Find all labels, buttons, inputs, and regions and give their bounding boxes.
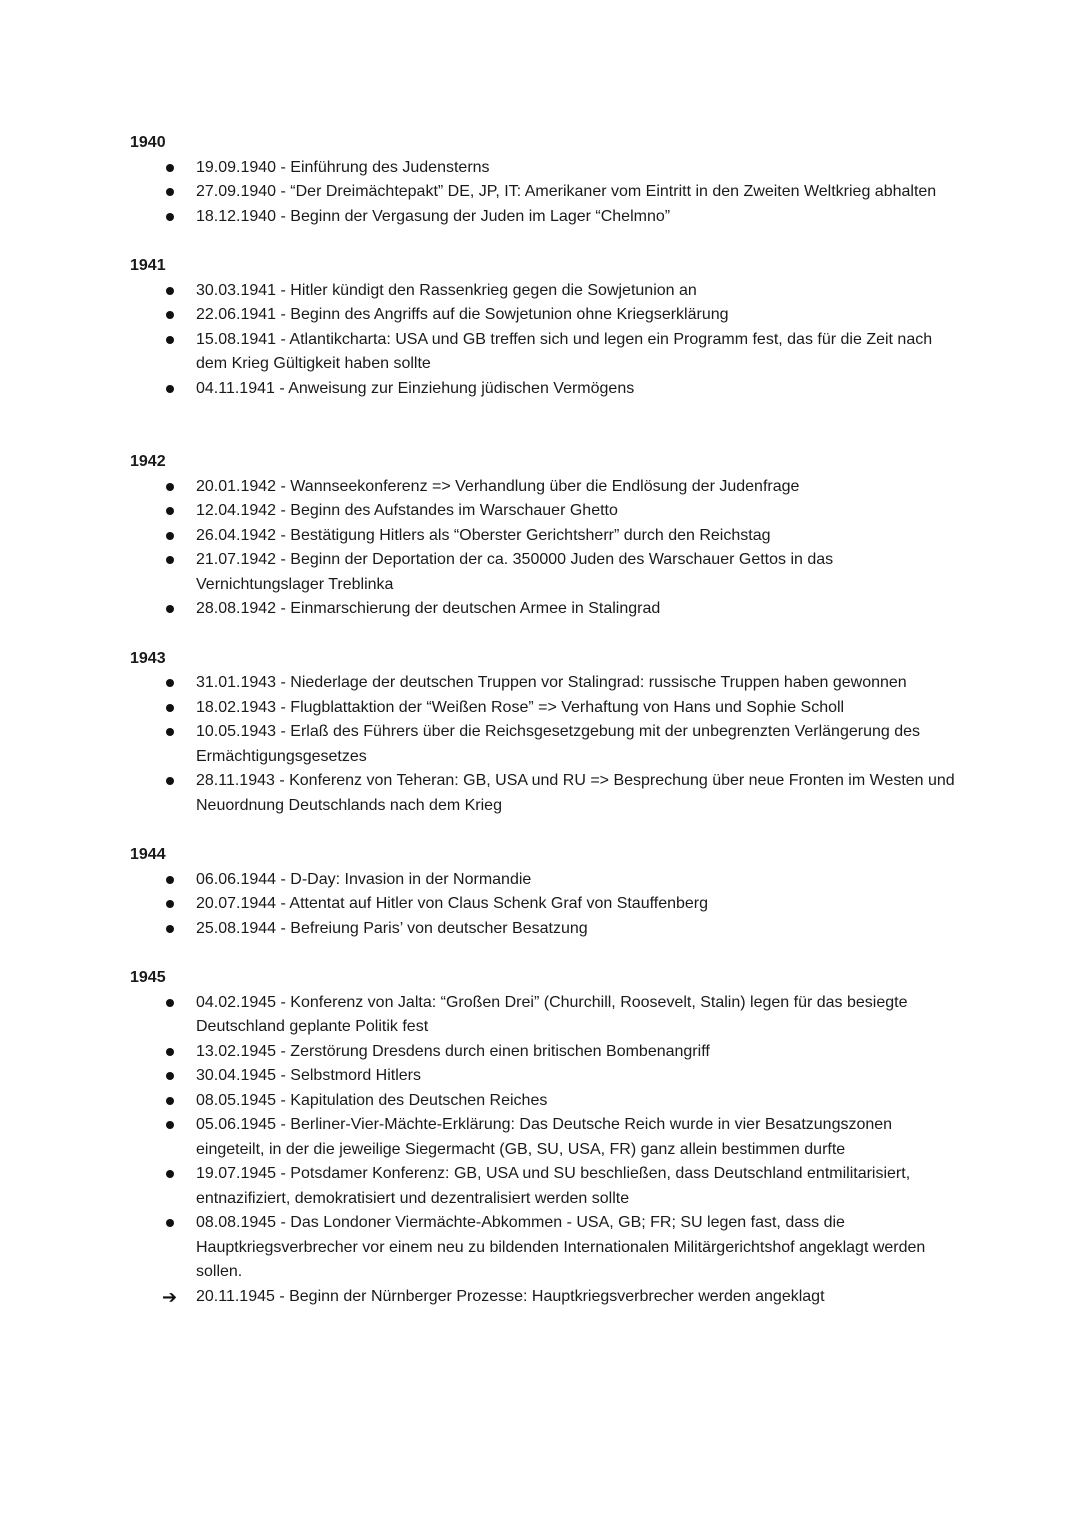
year-section-1943 <box>130 647 960 819</box>
bullet-icon <box>166 999 174 1007</box>
bullet-icon <box>166 1121 174 1129</box>
list-item <box>130 499 956 524</box>
list-item <box>130 1040 956 1065</box>
list-item <box>130 303 956 328</box>
bullet-icon <box>166 556 174 564</box>
year-section-1942 <box>130 450 960 622</box>
bullet-icon <box>166 483 174 491</box>
entry-text: 13.02.1945 - Zerstörung Dresdens durch einen britischen Bombenangriff <box>196 1042 710 1060</box>
entry-text: 26.04.1942 - Bestätigung Hitlers als “Oberster Gerichtsherr” durch den Reichstag <box>196 526 771 544</box>
event-list <box>130 475 960 622</box>
list-item <box>130 597 956 622</box>
list-item <box>130 205 956 230</box>
list-item <box>130 696 956 721</box>
list-item <box>130 1113 956 1162</box>
bullet-icon <box>166 1072 174 1080</box>
entry-text: 28.11.1943 - Konferenz von Teheran: GB, USA und RU => Besprechung über neue Fronten im Westen und Neuordnung Deutschlands nach dem Krieg <box>196 772 955 814</box>
bullet-icon <box>166 188 174 196</box>
entry-text: 30.03.1941 - Hitler kündigt den Rassenkrieg gegen die Sowjetunion an <box>196 281 697 299</box>
year-heading: 1945 <box>130 969 166 986</box>
year-heading: 1944 <box>130 846 166 863</box>
bullet-icon <box>166 679 174 687</box>
entry-text: 31.01.1943 - Niederlage der deutschen Truppen vor Stalingrad: russische Truppen haben gewonnen <box>196 674 907 691</box>
year-heading: 1943 <box>130 649 166 667</box>
entry-text: 12.04.1942 - Beginn des Aufstandes im Warschauer Ghetto <box>196 502 618 519</box>
entry-text: 08.05.1945 - Kapitulation des Deutschen Reiches <box>196 1091 548 1109</box>
bullet-icon <box>166 507 174 515</box>
entry-text: 20.07.1944 - Attentat auf Hitler von Claus Schenk Graf von Stauffenberg <box>196 895 709 912</box>
entry-text: 18.12.1940 - Beginn der Vergasung der Juden im Lager “Chelmno” <box>196 207 671 225</box>
bullet-icon <box>166 336 174 344</box>
list-item <box>130 720 956 769</box>
entry-text: 10.05.1943 - Erlaß des Führers über die Reichsgesetzgebung mit der unbegrenzten Verlängerung des Ermächtigungsgesetzes <box>196 723 921 765</box>
entry-text: 27.09.1940 - “Der Dreimächtepakt” DE, JP, IT: Amerikaner vom Eintritt in den Zweiten Weltkrieg abhalten <box>196 183 937 200</box>
event-list <box>130 279 960 402</box>
entry-text: 28.08.1942 - Einmarschierung der deutschen Armee in Stalingrad <box>196 600 661 617</box>
list-item <box>130 1064 956 1089</box>
bullet-icon <box>166 777 174 785</box>
bullet-icon <box>166 1097 174 1105</box>
entry-text: 15.08.1941 - Atlantikcharta: USA und GB treffen sich und legen ein Programm fest, das für die Zeit nach dem Krieg Gültigkeit haben sollte <box>196 330 933 372</box>
bullet-icon <box>166 728 174 736</box>
bullet-icon <box>166 605 174 613</box>
bullet-icon <box>166 1170 174 1178</box>
list-item <box>130 769 956 818</box>
entry-text: 22.06.1941 - Beginn des Angriffs auf die Sowjetunion ohne Kriegserklärung <box>196 306 729 323</box>
event-list <box>130 868 960 942</box>
list-item <box>130 917 956 942</box>
year-section-1941 <box>130 254 960 401</box>
entry-text: 04.11.1941 - Anweisung zur Einziehung jüdischen Vermögens <box>196 379 635 397</box>
bullet-icon <box>166 287 174 295</box>
event-list <box>130 671 960 818</box>
year-section-1940 <box>130 131 960 229</box>
list-item <box>130 279 956 304</box>
year-heading: 1942 <box>130 453 166 470</box>
entry-text: 19.07.1945 - Potsdamer Konferenz: GB, USA und SU beschließen, dass Deutschland entmilitarisiert, entnazifiziert, demokratisiert und dezentralisiert werden sollte <box>196 1165 911 1207</box>
list-item <box>130 892 956 917</box>
entry-text: 25.08.1944 - Befreiung Paris’ von deutscher Besatzung <box>196 919 588 937</box>
section-spacer <box>130 401 960 450</box>
event-list <box>130 156 960 230</box>
bullet-icon <box>166 532 174 540</box>
entry-text: 19.09.1940 - Einführung des Judensterns <box>196 158 490 176</box>
list-item <box>130 1162 956 1211</box>
bullet-icon <box>166 1048 174 1056</box>
list-item <box>130 475 956 500</box>
list-item <box>130 548 956 597</box>
entry-text: 08.08.1945 - Das Londoner Viermächte-Abkommen - USA, GB; FR; SU legen fast, dass die Hauptkriegsverbrecher vor einem neu zu bildenden Internationalen Militärgerichtshof angeklagt werden sollen. <box>196 1214 926 1280</box>
event-list <box>130 991 960 1310</box>
arrow-right-icon: ➔ <box>162 1286 178 1307</box>
list-item <box>130 1089 956 1114</box>
section-spacer <box>130 622 960 647</box>
entry-text: 06.06.1944 - D-Day: Invasion in der Normandie <box>196 870 532 888</box>
bullet-icon <box>166 900 174 908</box>
section-spacer <box>130 229 960 254</box>
year-section-1944 <box>130 843 960 941</box>
bullet-icon <box>166 1219 174 1227</box>
year-section-1945 <box>130 966 960 1309</box>
list-item <box>130 377 956 402</box>
bullet-icon <box>166 876 174 884</box>
year-heading: 1941 <box>130 257 166 274</box>
bullet-icon <box>166 311 174 319</box>
entry-text: 18.02.1943 - Flugblattaktion der “Weißen Rose” => Verhaftung von Hans und Sophie Scholl <box>196 698 845 716</box>
bullet-icon <box>166 164 174 172</box>
entry-text: 20.11.1945 - Beginn der Nürnberger Prozesse: Hauptkriegsverbrecher werden angeklagt <box>196 1287 825 1305</box>
section-spacer <box>130 818 960 843</box>
list-item <box>130 328 956 377</box>
list-item <box>130 1285 956 1310</box>
entry-text: 30.04.1945 - Selbstmord Hitlers <box>196 1067 421 1084</box>
entry-text: 05.06.1945 - Berliner-Vier-Mächte-Erklärung: Das Deutsche Reich wurde in vier Besatzungszonen eingeteilt, in der die jeweilige Siegermacht (GB, SU, USA, FR) ganz allein bestimmen durfte <box>196 1116 893 1158</box>
list-item <box>130 1211 956 1285</box>
bullet-icon <box>166 385 174 393</box>
list-item <box>130 180 956 205</box>
section-spacer <box>130 941 960 966</box>
entry-text: 21.07.1942 - Beginn der Deportation der ca. 350000 Juden des Warschauer Gettos in das Vernichtungslager Treblinka <box>196 551 834 593</box>
bullet-icon <box>166 213 174 221</box>
list-item <box>130 156 956 181</box>
entry-text: 04.02.1945 - Konferenz von Jalta: “Großen Drei” (Churchill, Roosevelt, Stalin) legen für das besiegte Deutschland geplante Politik fest <box>196 993 908 1035</box>
list-item <box>130 524 956 549</box>
year-heading: 1940 <box>130 134 166 151</box>
list-item <box>130 868 956 893</box>
list-item <box>130 671 956 696</box>
bullet-icon <box>166 925 174 933</box>
list-item <box>130 991 956 1040</box>
bullet-icon <box>166 704 174 712</box>
entry-text: 20.01.1942 - Wannseekonferenz => Verhandlung über die Endlösung der Judenfrage <box>196 477 800 495</box>
